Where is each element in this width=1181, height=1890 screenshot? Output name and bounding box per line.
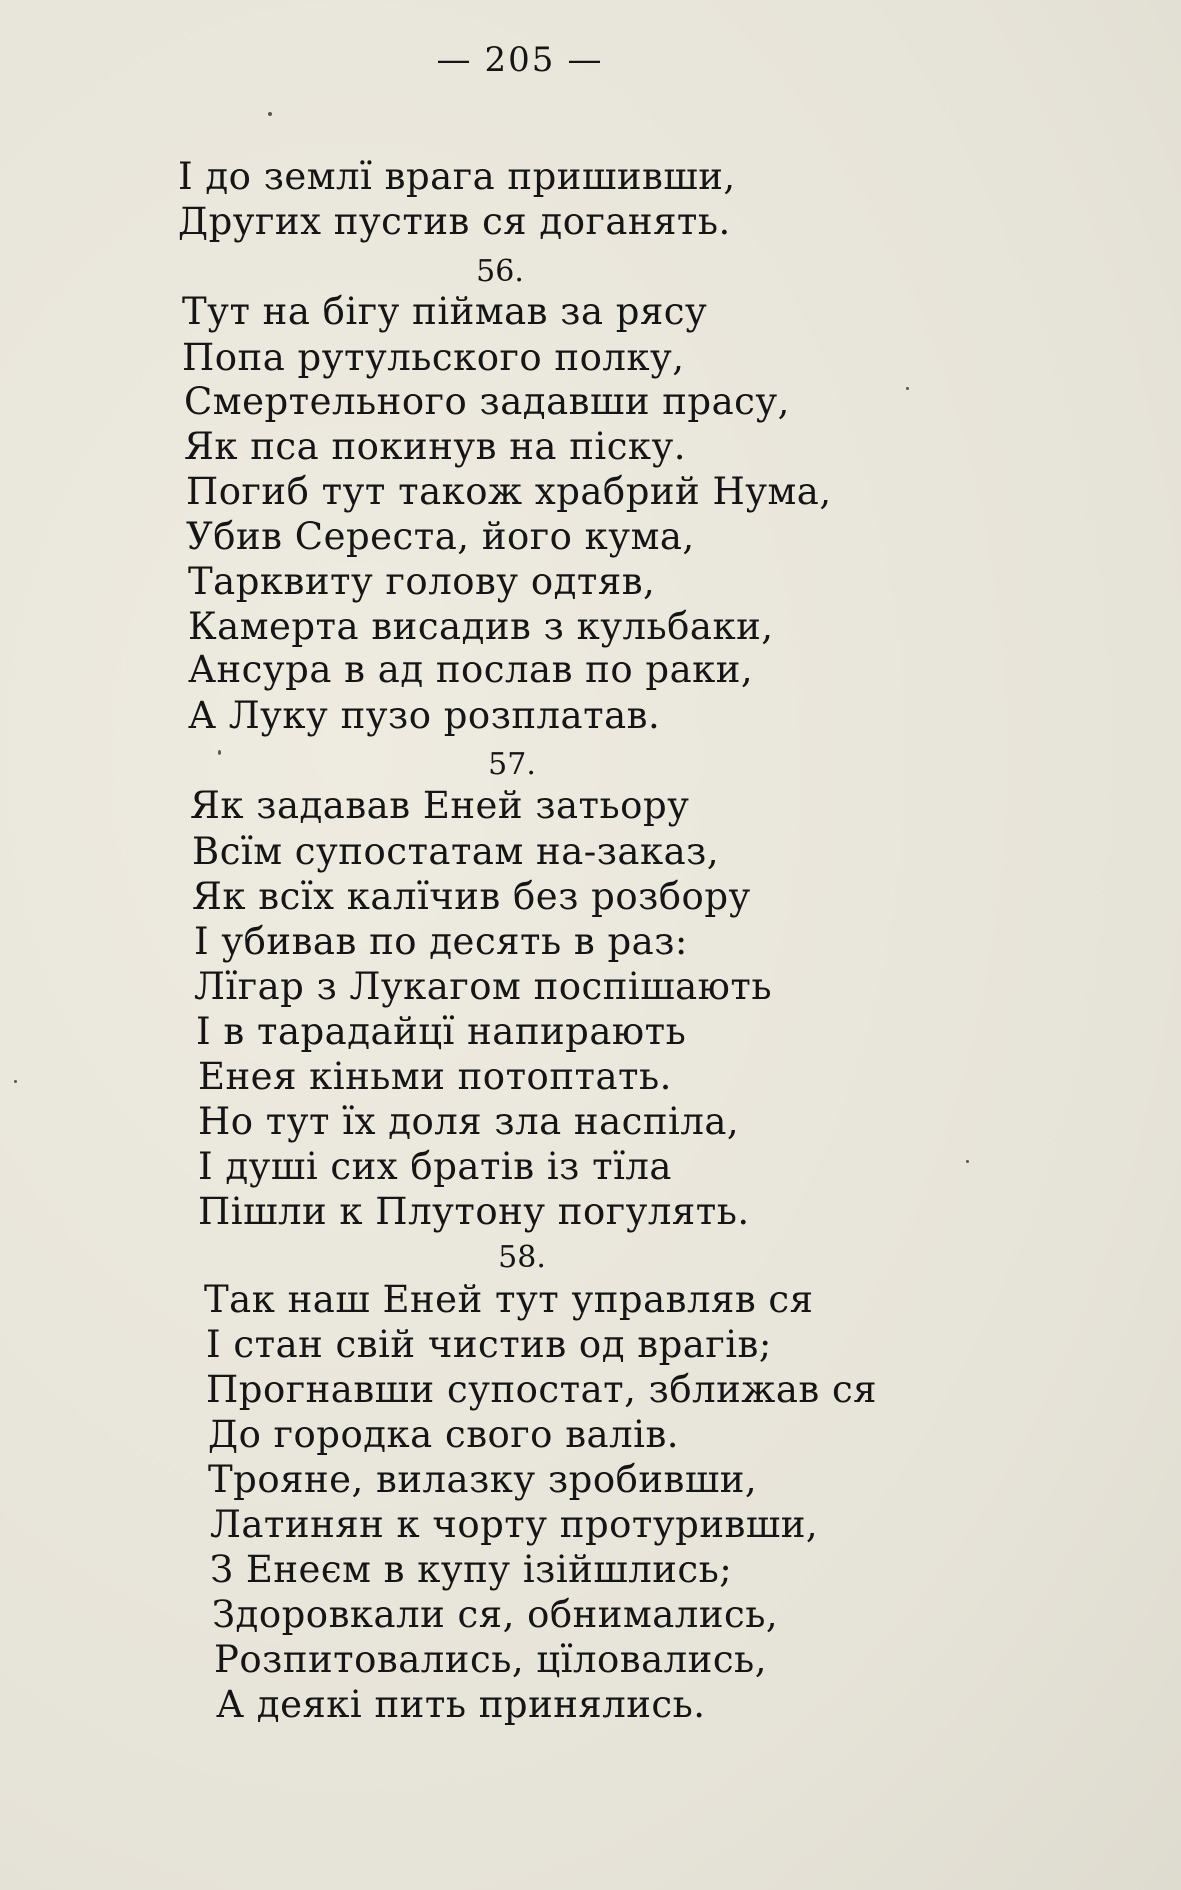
stanza-number-56: 56.: [476, 254, 524, 289]
paper-speck: [906, 387, 909, 390]
paper-speck: [218, 750, 221, 755]
stanza-number-57: 57.: [488, 747, 536, 782]
verse-line: Трояне, вилазку зробивши,: [208, 1458, 758, 1501]
verse-line: Камерта висадив з кульбаки,: [188, 605, 774, 648]
verse-line: Но тут їх доля зла наспіла,: [198, 1100, 740, 1143]
verse-line: Попа рутульского полку,: [182, 336, 685, 379]
verse-line: До городка свого валів.: [208, 1413, 680, 1456]
verse-line: Як пса покинув на піску.: [184, 425, 687, 468]
verse-line: Тарквиту голову одтяв,: [188, 560, 656, 603]
verse-line: А деякі пить принялись.: [216, 1683, 706, 1726]
verse-line: Енея кіньми потоптать.: [198, 1055, 672, 1098]
verse-line: Так наш Еней тут управляв ся: [204, 1278, 814, 1321]
verse-line: І в тарадайцї напирають: [196, 1010, 687, 1053]
verse-line: Лїгар з Лукагом поспішають: [194, 965, 773, 1008]
verse-line: З Енеєм в купу ізійшлись;: [210, 1548, 733, 1591]
verse-line: А Луку пузо розплатав.: [188, 694, 661, 737]
verse-line: Як задавав Еней затьору: [190, 784, 690, 827]
stanza-number-58: 58.: [498, 1240, 546, 1275]
verse-line: І стан свій чистив од врагів;: [206, 1323, 772, 1366]
verse-line: Других пустив ся доганять.: [178, 200, 731, 243]
verse-line: І душі сих братів із тїла: [198, 1145, 672, 1188]
verse-line: Убив Сереста, його кума,: [186, 515, 695, 558]
page-number-dash-left: —: [436, 40, 473, 80]
paper-speck: [14, 1080, 17, 1083]
paper-speck: [268, 112, 272, 116]
verse-line: Погиб тут також храбрий Нума,: [186, 470, 832, 513]
verse-line: Розпитовались, цїловались,: [214, 1638, 767, 1681]
verse-line: Здоровкали ся, обнимались,: [212, 1593, 779, 1636]
verse-line: Пішли к Плутону погулять.: [198, 1190, 750, 1233]
verse-line: Всїм супостатам на-заказ,: [192, 830, 720, 873]
verse-line: Прогнавши супостат, зближав ся: [206, 1368, 878, 1411]
paper-speck: [966, 1160, 969, 1163]
verse-line: І убивав по десять в раз:: [194, 920, 688, 963]
page-number-value: 205: [484, 40, 556, 80]
verse-line: Як всїх калїчив без розбору: [192, 875, 751, 918]
verse-line: І до землї врага пришивши,: [178, 155, 736, 198]
verse-line: Смертельного задавши прасу,: [184, 380, 790, 423]
verse-line: Ансура в ад послав по раки,: [188, 648, 754, 691]
verse-line: Тут на бігу піймав за рясу: [182, 290, 708, 333]
page-number-dash-right: —: [567, 40, 604, 80]
verse-line: Латинян к чорту протуривши,: [210, 1503, 819, 1546]
